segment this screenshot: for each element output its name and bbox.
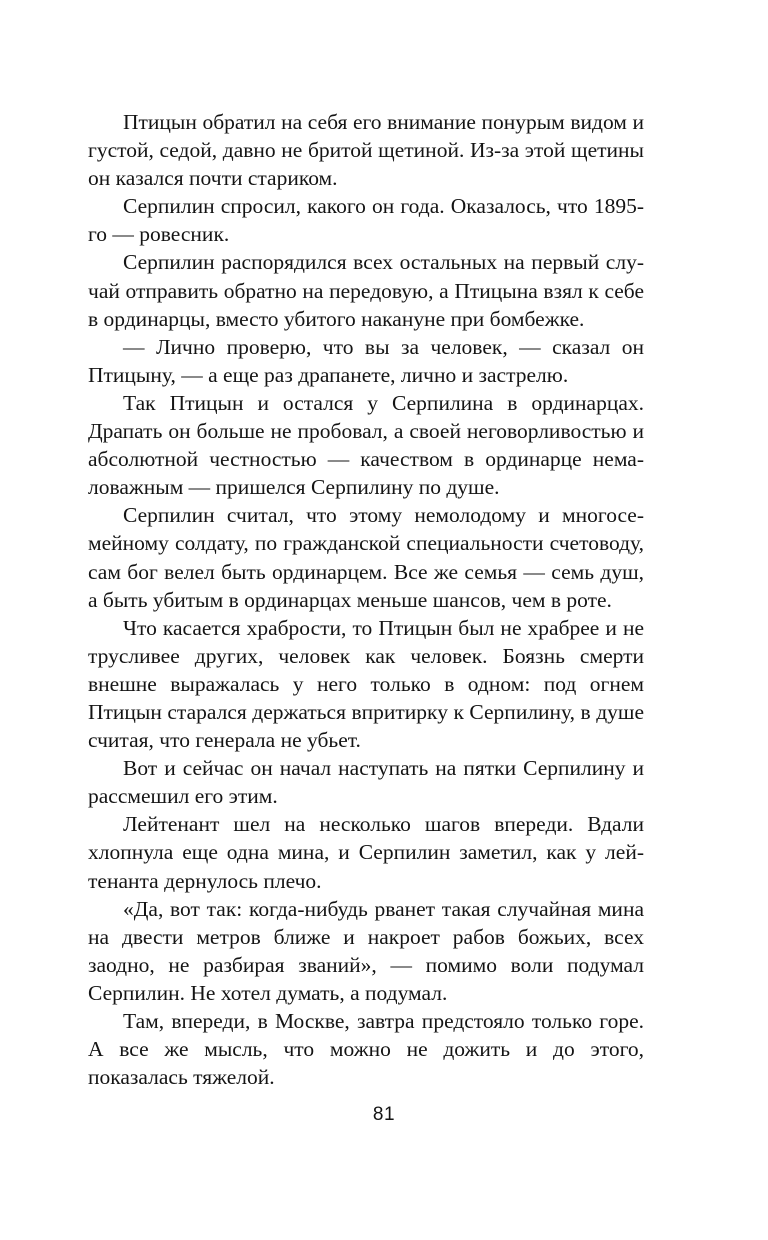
- paragraph-3: Серпилин распорядился всех остальных на первый случай отправить обратно на передовую, а Птицына взял к себе в ординарцы, вместо убитого накануне при бомбежке.: [88, 250, 644, 331]
- paragraph-7: Что касается храбрости, то Птицын был не храбрее и не трусливее других, человек как человек. Боязнь смерти внешне выражалась у него только в одном: под огнем Птицын старался держаться впритирку к Серпилину, в душе считая, что генерала не убьет.: [88, 615, 644, 753]
- paragraph-2: Серпилин спросил, какого он года. Оказалось, что 1895-го — ровесник.: [88, 194, 644, 247]
- paragraph-1: Птицын обратил на себя его внимание понурым видом и густой, седой, давно не бритой щетиной. Из-за этой щетины он казался почти стариком.: [88, 110, 644, 191]
- paragraph-5: Так Птицын и остался у Серпилина в ординарцах. Драпать он больше не пробовал, а своей неговорливостью и абсолютной честностью — качеством в ординарце немаловажным — пришелся Серпилину по душе.: [88, 390, 644, 500]
- paragraph-9: Лейтенант шел на несколько шагов впереди. Вдали хлопнула еще одна мина, и Серпилин заметил, как у лейтенанта дернулось плечо.: [88, 812, 644, 893]
- page-number: 81: [372, 1104, 396, 1125]
- body-text: [88, 108, 644, 1091]
- paragraph-6: Серпилин считал, что этому немолодому и многосемейному солдату, по гражданской специальности счетоводу, сам бог велел быть ординарцем. Все же семья — семь душ, а быть убитым в ординарцах меньше шансов, чем в роте.: [88, 503, 644, 612]
- paragraph-8: Вот и сейчас он начал наступать на пятки Серпилину и рассмешил его этим.: [88, 756, 644, 809]
- paragraph-4: — Лично проверю, что вы за человек, — сказал он Птицыну, — а еще раз драпанете, лично и застрелю.: [88, 334, 644, 387]
- paragraph-10: «Да, вот так: когда-нибудь рванет такая случайная мина на двести метров ближе и накроет рабов божьих, всех заодно, не разбирая званий», — помимо воли подумал Серпилин. Не хотел думать, а подумал.: [88, 896, 644, 1005]
- paragraph-11: Там, впереди, в Москве, завтра предстояло только горе. А все же мысль, что можно не дожить и до этого, показалась тяжелой.: [88, 1009, 644, 1090]
